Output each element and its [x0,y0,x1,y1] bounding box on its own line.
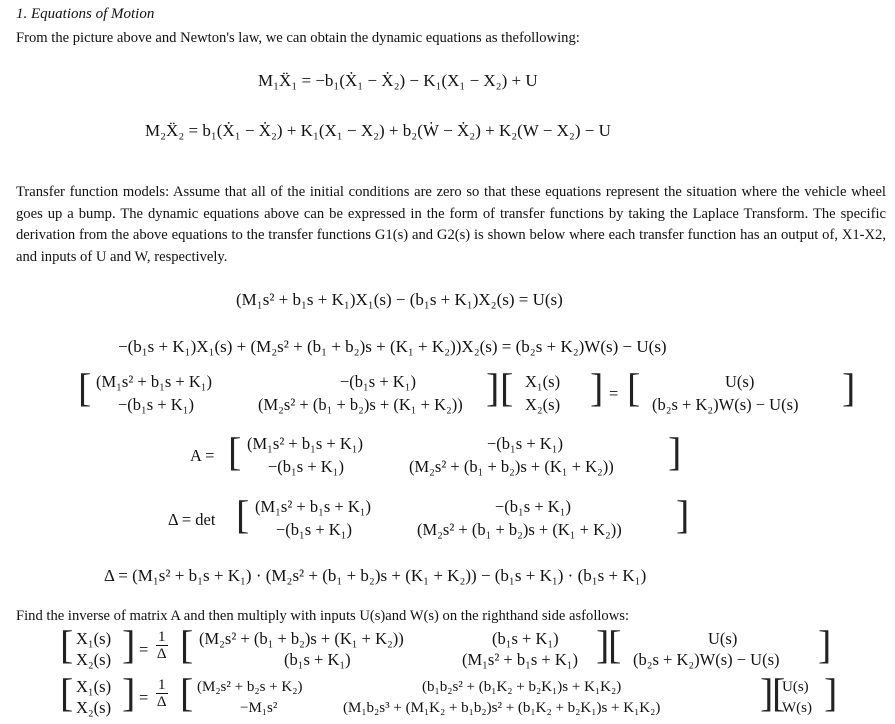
intro-paragraph: From the picture above and Newton's law, we can obtain the dynamic equations as thefollowing: [16,30,580,46]
fraction-one-over-delta [153,677,171,710]
right-bracket: ] [590,365,604,410]
left-bracket: [ [627,365,641,410]
vector-x2: X₂(s) [525,395,561,414]
left-bracket: [ [60,670,74,715]
inverse-m21: −M₁s² [240,700,278,716]
fraction-numerator: 1 [158,677,166,693]
fraction-denominator: Δ [156,646,167,662]
vector-x1: X₁(s) [76,677,112,696]
laplace-equation-2: −(b₁s + K₁)X₁(s) + (M₂s² + (b₁ + b₂)s + (K₁ + K₂))X₂(s) = (b₂s + K₂)W(s) − U(s) [118,337,667,356]
right-bracket: ] [842,365,856,410]
inverse-m22: (M₁s² + b₁s + K₁) [462,650,578,669]
transfer-function-paragraph: Transfer function models: Assume that all of the initial conditions are zero so that these equations represent the situation where the vehicle wheel goes up a bump. The dynamic equations above can be expressed in the form of transfer functions by taking the Laplace Transform. The specific derivation from the above equations to the transfer functions G1(s) and G2(s) is shown below where each transfer function has an output of, X1-X2, and inputs of U and W, respectively. [16,184,886,265]
right-bracket: ] [760,670,774,715]
rhs-r1: U(s) [725,372,755,391]
right-bracket: ] [596,622,610,667]
fraction-one-over-delta [153,629,171,662]
right-bracket: ] [668,429,682,474]
right-bracket: ] [824,670,838,715]
matrix-a21: −(b₁s + K₁) [268,457,344,476]
matrix-a12: −(b₁s + K₁) [340,372,416,391]
inverse-m12: (b₁b₂s² + (b₁K₂ + b₂K₁)s + K₁K₂) [422,679,622,695]
vector-x1: X₁(s) [525,372,561,391]
inverse-m11: (M₂s² + (b₁ + b₂)s + (K₁ + K₂)) [199,629,404,648]
rhs-r2: (b₂s + K₂)W(s) − U(s) [652,395,799,414]
vector-x2: X₂(s) [76,698,112,717]
equals-sign: = [139,640,149,659]
inverse-m11: (M₂s² + b₂s + K₂) [197,679,303,695]
matrix-a22: (M₂s² + (b₁ + b₂)s + (K₁ + K₂)) [258,395,463,414]
left-bracket: [ [500,365,514,410]
delta-label: Δ = det [168,510,216,529]
rhs-r2: (b₂s + K₂)W(s) − U(s) [633,650,780,669]
left-bracket: [ [772,670,786,715]
vector-x1: X₁(s) [76,629,112,648]
vector-x2: X₂(s) [76,650,112,669]
right-bracket: ] [676,492,690,537]
left-bracket: [ [60,622,74,667]
rhs-r1: U(s) [708,629,738,648]
matrix-a22: (M₂s² + (b₁ + b₂)s + (K₁ + K₂)) [417,520,622,539]
left-bracket: [ [180,670,194,715]
equals-sign: = [609,384,619,403]
fraction-numerator: 1 [158,629,166,645]
equation-motion-1: M₁Ẍ₁ = −b₁(Ẋ₁ − Ẋ₂) − K₁(X₁ − X₂) + U [258,71,538,90]
left-bracket: [ [608,622,622,667]
matrix-a-label: A = [190,446,215,465]
left-bracket: [ [236,492,250,537]
fraction-denominator: Δ [156,694,167,710]
equals-sign: = [139,688,149,707]
matrix-a22: (M₂s² + (b₁ + b₂)s + (K₁ + K₂)) [409,457,614,476]
matrix-a11: (M₁s² + b₁s + K₁) [247,434,363,453]
equation-motion-2: M₂Ẍ₂ = b₁(Ẋ₁ − Ẋ₂) + K₁(X₁ − X₂) + b₂(Ẇ − Ẋ₂) + K₂(W − X₂) − U [145,121,611,140]
inverse-paragraph: Find the inverse of matrix A and then multiply with inputs U(s)and W(s) on the righthand side asfollows: [16,608,629,624]
right-bracket: ] [122,670,136,715]
section-heading: 1. Equations of Motion [16,6,155,22]
delta-expansion: Δ = (M₁s² + b₁s + K₁) · (M₂s² + (b₁ + b₂)s + (K₁ + K₂)) − (b₁s + K₁) · (b₁s + K₁) [104,566,647,585]
rhs-r1: U(s) [782,679,809,695]
matrix-a12: −(b₁s + K₁) [495,497,571,516]
matrix-a11: (M₁s² + b₁s + K₁) [96,372,212,391]
inverse-m12: (b₁s + K₁) [492,629,559,648]
left-bracket: [ [180,622,194,667]
right-bracket: ] [122,622,136,667]
matrix-a11: (M₁s² + b₁s + K₁) [255,497,371,516]
inverse-m22: (M₁b₂s³ + (M₁K₂ + b₁b₂)s² + (b₁K₂ + b₂K₁)s + K₁K₂) [343,700,661,716]
left-bracket: [ [228,429,242,474]
matrix-a21: −(b₁s + K₁) [118,395,194,414]
inverse-m21: (b₁s + K₁) [284,650,351,669]
matrix-a12: −(b₁s + K₁) [487,434,563,453]
left-bracket: [ [78,365,92,410]
right-bracket: ] [818,622,832,667]
right-bracket: ] [486,365,500,410]
rhs-r2: W(s) [782,700,812,716]
matrix-a21: −(b₁s + K₁) [276,520,352,539]
laplace-equation-1: (M₁s² + b₁s + K₁)X₁(s) − (b₁s + K₁)X₂(s) = U(s) [236,290,563,309]
